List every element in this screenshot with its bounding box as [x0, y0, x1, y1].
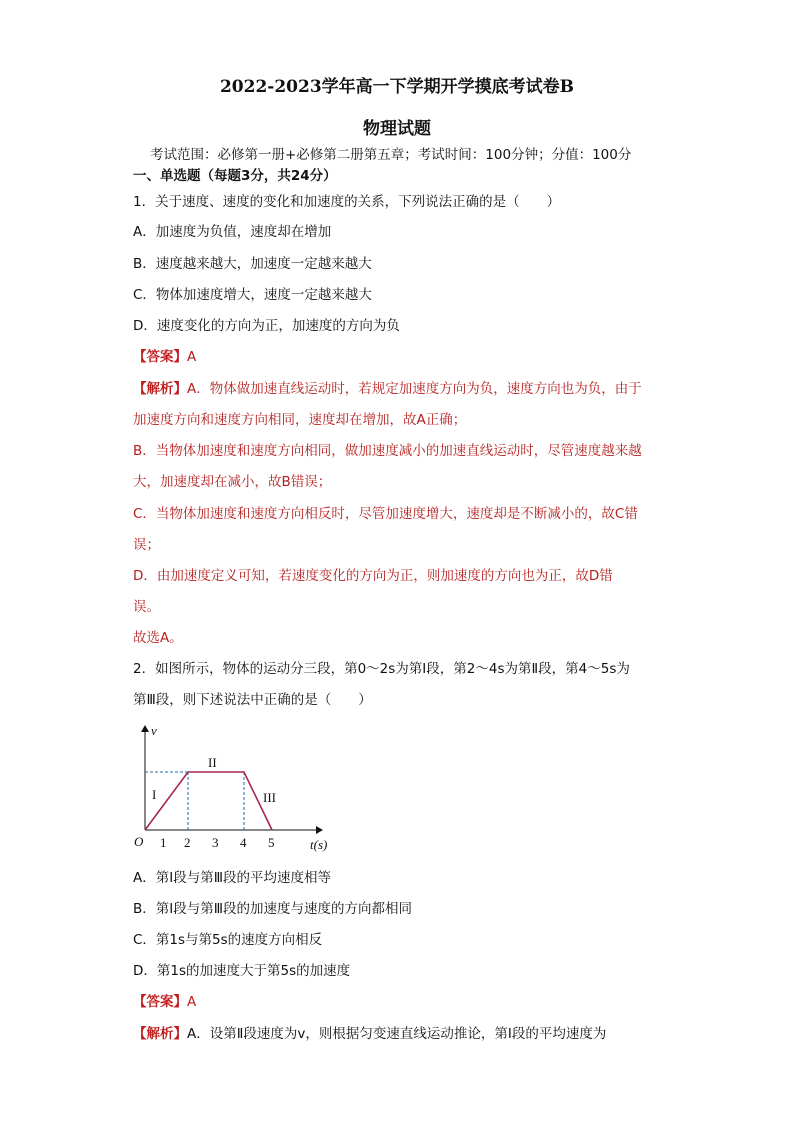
answer-label: 【答案】: [133, 994, 187, 1010]
q1-option-b: B．速度越来越大，加速度一定越来越大: [133, 256, 372, 272]
answer-value: A: [187, 349, 197, 365]
exam-info: 考试范围：必修第一册+必修第二册第五章；考试时间：100分钟；分值：100分: [150, 147, 632, 163]
q2-option-d: D．第1s的加速度大于第5s的加速度: [133, 963, 351, 979]
x-tick-1: 1: [160, 835, 167, 850]
x-tick-5: 5: [268, 835, 275, 850]
vt-graph-line: [145, 772, 272, 830]
answer-value: A: [187, 994, 197, 1010]
q2-option-c: C．第1s与第5s的速度方向相反: [133, 932, 323, 948]
x-tick-2: 2: [184, 835, 191, 850]
x-axis-label: t(s): [310, 837, 328, 852]
x-tick-4: 4: [240, 835, 247, 850]
q1-option-a: A．加速度为负值，速度却在增加: [133, 224, 332, 240]
q1-option-d: D．速度变化的方向为正，加速度的方向为负: [133, 318, 400, 334]
q1-analysis-line-4: 大，加速度却在减小，故B错误；: [133, 474, 332, 490]
document-subtitle: 物理试题: [363, 119, 431, 139]
analysis-text: A．设第Ⅱ段速度为v，则根据匀变速直线运动推论，第Ⅰ段的平均速度为: [187, 1026, 607, 1042]
origin-label: O: [134, 834, 144, 849]
velocity-time-figure: [130, 720, 330, 855]
analysis-text: A．物体做加速直线运动时，若规定加速度方向为负，速度方向也为负，由于: [187, 381, 642, 397]
q2-option-b: B．第Ⅰ段与第Ⅲ段的加速度与速度的方向都相同: [133, 901, 413, 917]
q1-answer: [133, 349, 196, 365]
q2-option-a: A．第Ⅰ段与第Ⅲ段的平均速度相等: [133, 870, 332, 886]
q1-analysis-line-2: 加速度方向和速度方向相同，速度却在增加，故A正确；: [133, 412, 467, 428]
q1-analysis-line-7: D．由加速度定义可知，若速度变化的方向为正，则加速度的方向也为正，故D错: [133, 568, 613, 584]
q1-conclusion: 故选A。: [133, 630, 183, 646]
q2-analysis-line-1: [133, 1026, 606, 1042]
q1-analysis-line-6: 误；: [133, 537, 160, 553]
analysis-label: 【解析】: [133, 381, 187, 397]
question-1-stem: 1．关于速度、速度的变化和加速度的关系，下列说法正确的是（ ）: [133, 194, 561, 210]
q2-answer: [133, 994, 196, 1010]
document-title: 2022-2023学年高一下学期开学摸底考试卷B: [219, 77, 575, 97]
segment-label-3: III: [263, 790, 276, 805]
q1-option-c: C．物体加速度增大，速度一定越来越大: [133, 287, 372, 303]
q1-analysis-line-5: C．当物体加速度和速度方向相反时，尽管加速度增大，速度却是不断减小的，故C错: [133, 506, 638, 522]
analysis-label: 【解析】: [133, 1026, 187, 1042]
section-heading: 一、单选题（每题3分，共24分）: [133, 168, 337, 184]
q1-analysis-line-1: [133, 381, 642, 397]
q1-analysis-line-8: 误。: [133, 599, 160, 615]
question-2-stem-line-1: 2．如图所示，物体的运动分三段，第0～2s为第Ⅰ段，第2～4s为第Ⅱ段，第4～5s为: [133, 661, 630, 677]
x-tick-3: 3: [212, 835, 219, 850]
segment-label-2: II: [208, 755, 217, 770]
y-axis-label: v: [151, 723, 157, 738]
q1-analysis-line-3: B．当物体加速度和速度方向相同，做加速度减小的加速直线运动时，尽管速度越来越: [133, 443, 642, 459]
answer-label: 【答案】: [133, 349, 187, 365]
segment-label-1: I: [152, 787, 157, 802]
question-2-stem-line-2: 第Ⅲ段，则下述说法中正确的是（ ）: [133, 692, 372, 708]
